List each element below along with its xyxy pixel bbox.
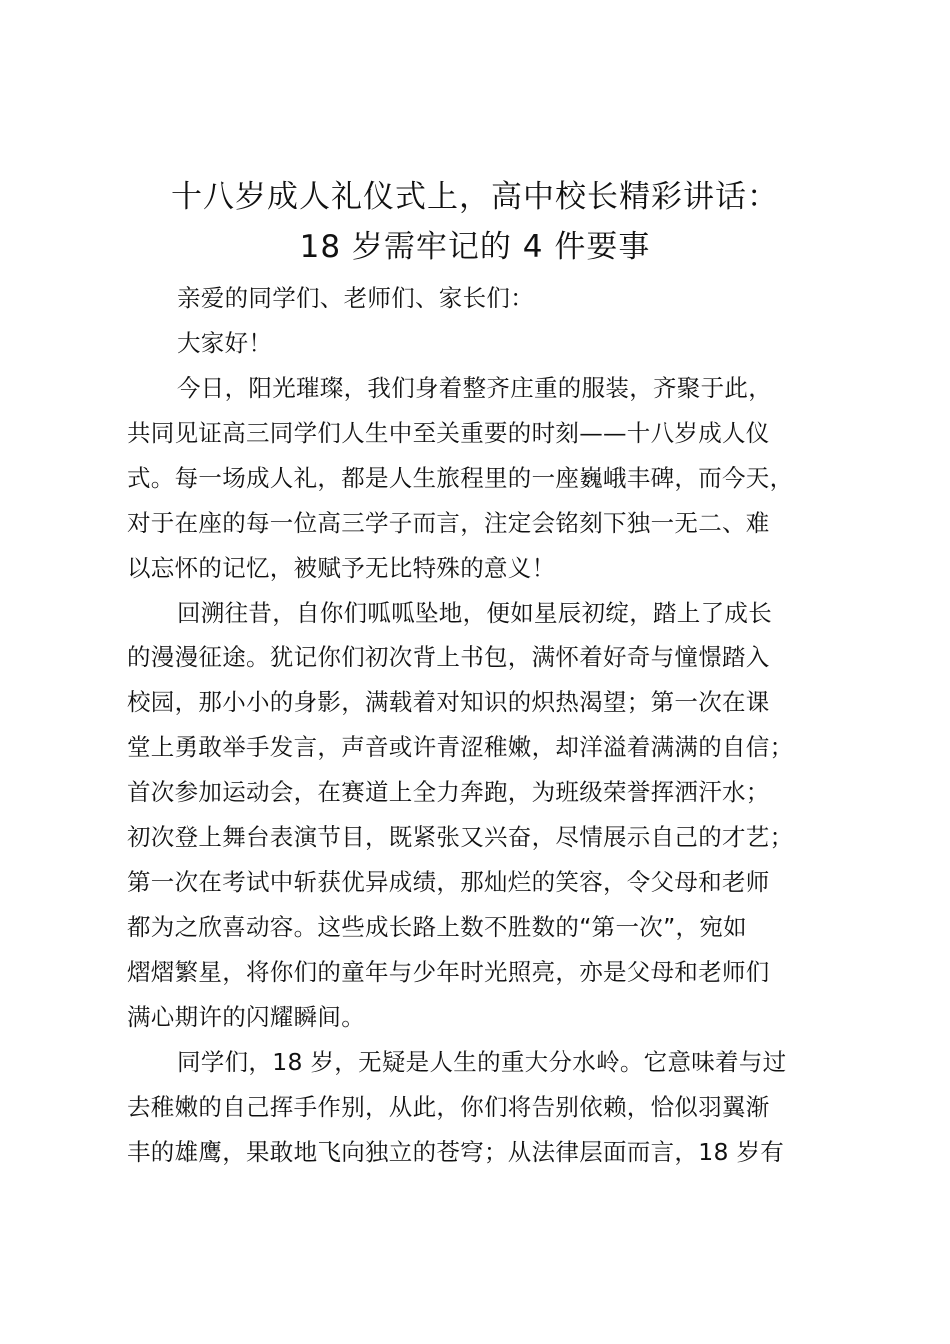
text-line: 对于在座的每一位高三学子而言，注定会铭刻下独一无二、难 <box>127 509 770 537</box>
text-line: 去稚嫩的自己挥手作别，从此，你们将告别依赖，恰似羽翼渐 <box>127 1093 770 1121</box>
text-line: 大家好！ <box>177 329 273 357</box>
text-line: 今日，阳光璀璨，我们身着整齐庄重的服装，齐聚于此， <box>177 374 772 402</box>
text-line: 回溯往昔，自你们呱呱坠地，便如星辰初绽，踏上了成长 <box>177 599 772 627</box>
text-line: 以忘怀的记忆，被赋予无比特殊的意义！ <box>127 554 556 582</box>
text-line: 的漫漫征途。犹记你们初次背上书包，满怀着好奇与憧憬踏入 <box>127 643 770 671</box>
text-line: 亲爱的同学们、老师们、家长们： <box>177 284 534 312</box>
text-line: 式。每一场成人礼，都是人生旅程里的一座巍峨丰碑，而今天， <box>127 464 794 492</box>
text-line: 校园，那小小的身影，满载着对知识的炽热渴望；第一次在课 <box>127 688 770 716</box>
text-line: 堂上勇敢举手发言，声音或许青涩稚嫩，却洋溢着满满的自信； <box>127 733 794 761</box>
document-title-line-2: 18 岁需牢记的 4 件要事 <box>299 229 651 265</box>
document-title-line-1: 十八岁成人礼仪式上，高中校长精彩讲话： <box>171 179 779 215</box>
text-line: 丰的雄鹰，果敢地飞向独立的苍穹；从法律层面而言，18 岁有 <box>127 1138 785 1166</box>
text-line: 第一次在考试中斩获优异成绩，那灿烂的笑容，令父母和老师 <box>127 868 770 896</box>
text-line: 熠熠繁星，将你们的童年与少年时光照亮，亦是父母和老师们 <box>127 958 770 986</box>
text-line: 首次参加运动会，在赛道上全力奔跑，为班级荣誉挥洒汗水； <box>127 778 770 806</box>
text-line: 初次登上舞台表演节目，既紧张又兴奋，尽情展示自己的才艺； <box>127 823 794 851</box>
text-line: 共同见证高三同学们人生中至关重要的时刻——十八岁成人仪 <box>127 419 770 447</box>
text-line: 都为之欣喜动容。这些成长路上数不胜数的“第一次”，宛如 <box>127 913 747 941</box>
text-line: 满心期许的闪耀瞬间。 <box>127 1003 365 1031</box>
text-line: 同学们，18 岁，无疑是人生的重大分水岭。它意味着与过 <box>177 1048 787 1076</box>
